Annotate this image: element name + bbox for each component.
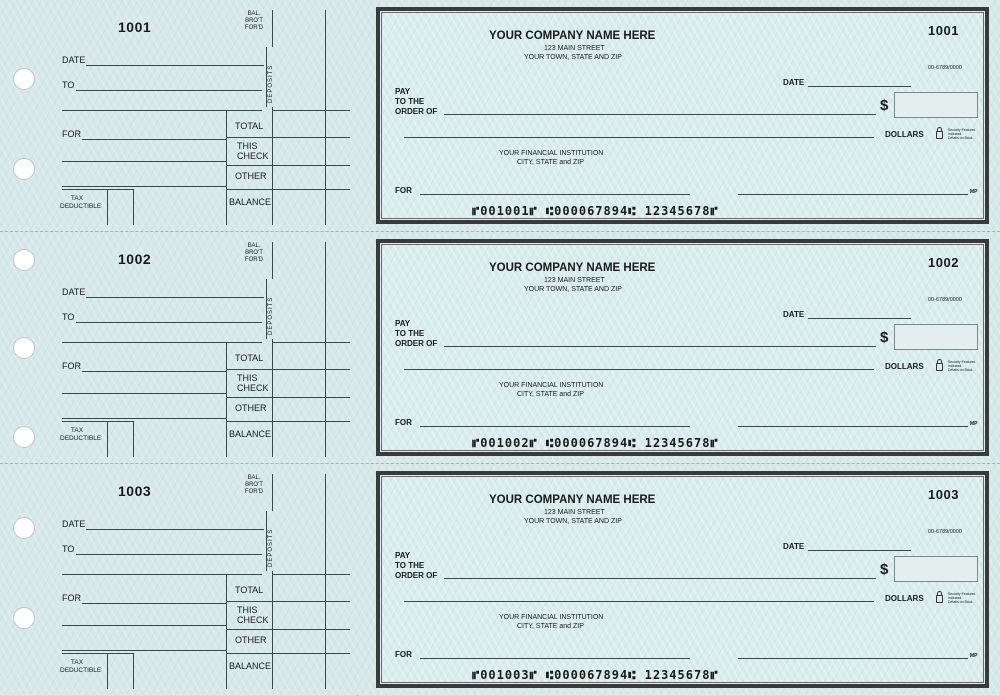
payee-line[interactable] [444,346,876,347]
date-line[interactable] [808,86,911,87]
institution-city: CITY, STATE and ZIP [517,391,584,398]
institution-name: YOUR FINANCIAL INSTITUTION [499,382,604,389]
pay-to-order-label: PAY TO THE ORDER OF [395,319,438,348]
stub-to-label: TO [62,544,75,554]
lock-icon [936,363,943,371]
stub-for-line[interactable] [82,139,226,140]
amount-box[interactable] [894,556,978,582]
lock-icon [936,131,943,139]
bal-label: BAL. BRO'T FOR'D [244,475,264,495]
stub-for-line[interactable] [82,371,226,372]
stub-for-label: FOR [62,593,81,603]
bal-label: BAL. BRO'T FOR'D [244,243,264,263]
balance-label: BALANCE [229,197,272,207]
balance-label: BALANCE [229,661,272,671]
memo-for-label: FOR [395,418,412,427]
pay-to-order-label: PAY TO THE ORDER OF [395,551,438,580]
micr-line: ⑈001001⑈ ⑆000067894⑆ 12345678⑈ [472,204,719,218]
micr-line: ⑈001002⑈ ⑆000067894⑆ 12345678⑈ [472,436,719,450]
stub-to-line[interactable] [76,554,262,555]
date-label: DATE [783,310,805,319]
stub-to-label: TO [62,80,75,90]
total-label: TOTAL [235,585,264,595]
memo-line[interactable] [420,426,690,427]
payee-line[interactable] [444,114,876,115]
security-note: Security Features Included. Details on Back. [948,592,976,604]
deposits-label: DEPOSITS [268,296,274,335]
amount-words-line[interactable] [404,137,874,138]
tax-deductible-label: TAX DEDUCTIBLE [60,427,102,442]
check [376,471,989,688]
micr-line: ⑈001003⑈ ⑆000067894⑆ 12345678⑈ [472,668,719,682]
amount-box[interactable] [894,92,978,118]
total-label: TOTAL [235,121,264,131]
stub-to-line[interactable] [76,90,262,91]
binder-hole [13,517,35,539]
bal-label: BAL. BRO'T FOR'D [244,11,264,31]
binder-hole [13,158,35,180]
binder-hole [13,607,35,629]
stub-date-line[interactable] [86,297,264,298]
this-check-label: THIS CHECK [237,141,269,161]
this-check-label: THIS CHECK [237,373,269,393]
stub-for-label: FOR [62,129,81,139]
mp-mark: MP [970,189,978,195]
check-number: 1003 [928,487,959,502]
dollar-sign: $ [880,97,889,114]
check-number: 1001 [928,23,959,38]
stub-date-label: DATE [62,55,86,65]
routing-fraction: 00-6789/0000 [928,297,962,303]
institution-city: CITY, STATE and ZIP [517,159,584,166]
stub-date-line[interactable] [86,529,264,530]
company-street: 123 MAIN STREET [544,277,605,284]
company-name: YOUR COMPANY NAME HERE [489,30,656,42]
dollars-label: DOLLARS [885,594,924,603]
deposits-label: DEPOSITS [268,64,274,103]
balance-label: BALANCE [229,429,272,439]
security-note: Security Features Included. Details on Back. [948,360,976,372]
pay-to-order-label: PAY TO THE ORDER OF [395,87,438,116]
other-label: OTHER [235,171,267,181]
signature-line[interactable] [738,426,968,427]
mp-mark: MP [970,421,978,427]
routing-fraction: 00-6789/0000 [928,65,962,71]
signature-line[interactable] [738,658,968,659]
binder-hole [13,426,35,448]
stub-to-label: TO [62,312,75,322]
date-line[interactable] [808,318,911,319]
binder-hole [13,249,35,271]
tax-deductible-label: TAX DEDUCTIBLE [60,659,102,674]
lock-icon [936,595,943,603]
memo-for-label: FOR [395,650,412,659]
mp-mark: MP [970,653,978,659]
dollar-sign: $ [880,561,889,578]
stub-to-line[interactable] [76,322,262,323]
stub-date-label: DATE [62,287,86,297]
check-row-1 [0,0,1000,231]
stub-number: 1002 [118,251,152,267]
amount-box[interactable] [894,324,978,350]
binder-hole [13,337,35,359]
stub-date-line[interactable] [86,65,264,66]
security-note: Security Features Included. Details on Back. [948,128,976,140]
other-label: OTHER [235,635,267,645]
check-row-3 [0,464,1000,695]
memo-line[interactable] [420,658,690,659]
institution-name: YOUR FINANCIAL INSTITUTION [499,614,604,621]
company-city: YOUR TOWN, STATE AND ZIP [524,54,622,61]
binder-hole [13,68,35,90]
signature-line[interactable] [738,194,968,195]
check-number: 1002 [928,255,959,270]
tax-deductible-label: TAX DEDUCTIBLE [60,195,102,210]
company-name: YOUR COMPANY NAME HERE [489,262,656,274]
institution-name: YOUR FINANCIAL INSTITUTION [499,150,604,157]
company-name: YOUR COMPANY NAME HERE [489,494,656,506]
memo-for-label: FOR [395,186,412,195]
date-line[interactable] [808,550,911,551]
company-street: 123 MAIN STREET [544,509,605,516]
stub-date-label: DATE [62,519,86,529]
date-label: DATE [783,78,805,87]
check-row-2 [0,232,1000,463]
stub-for-line[interactable] [82,603,226,604]
total-label: TOTAL [235,353,264,363]
company-city: YOUR TOWN, STATE AND ZIP [524,518,622,525]
this-check-label: THIS CHECK [237,605,269,625]
dollar-sign: $ [880,329,889,346]
other-label: OTHER [235,403,267,413]
date-label: DATE [783,542,805,551]
institution-city: CITY, STATE and ZIP [517,623,584,630]
memo-line[interactable] [420,194,690,195]
check [376,239,989,456]
amount-words-line[interactable] [404,369,874,370]
dollars-label: DOLLARS [885,130,924,139]
deposits-label: DEPOSITS [268,528,274,567]
amount-words-line[interactable] [404,601,874,602]
company-street: 123 MAIN STREET [544,45,605,52]
dollars-label: DOLLARS [885,362,924,371]
stub-number: 1003 [118,483,152,499]
check [376,7,989,224]
company-city: YOUR TOWN, STATE AND ZIP [524,286,622,293]
routing-fraction: 00-6789/0000 [928,529,962,535]
stub-for-label: FOR [62,361,81,371]
stub-number: 1001 [118,19,152,35]
payee-line[interactable] [444,578,876,579]
